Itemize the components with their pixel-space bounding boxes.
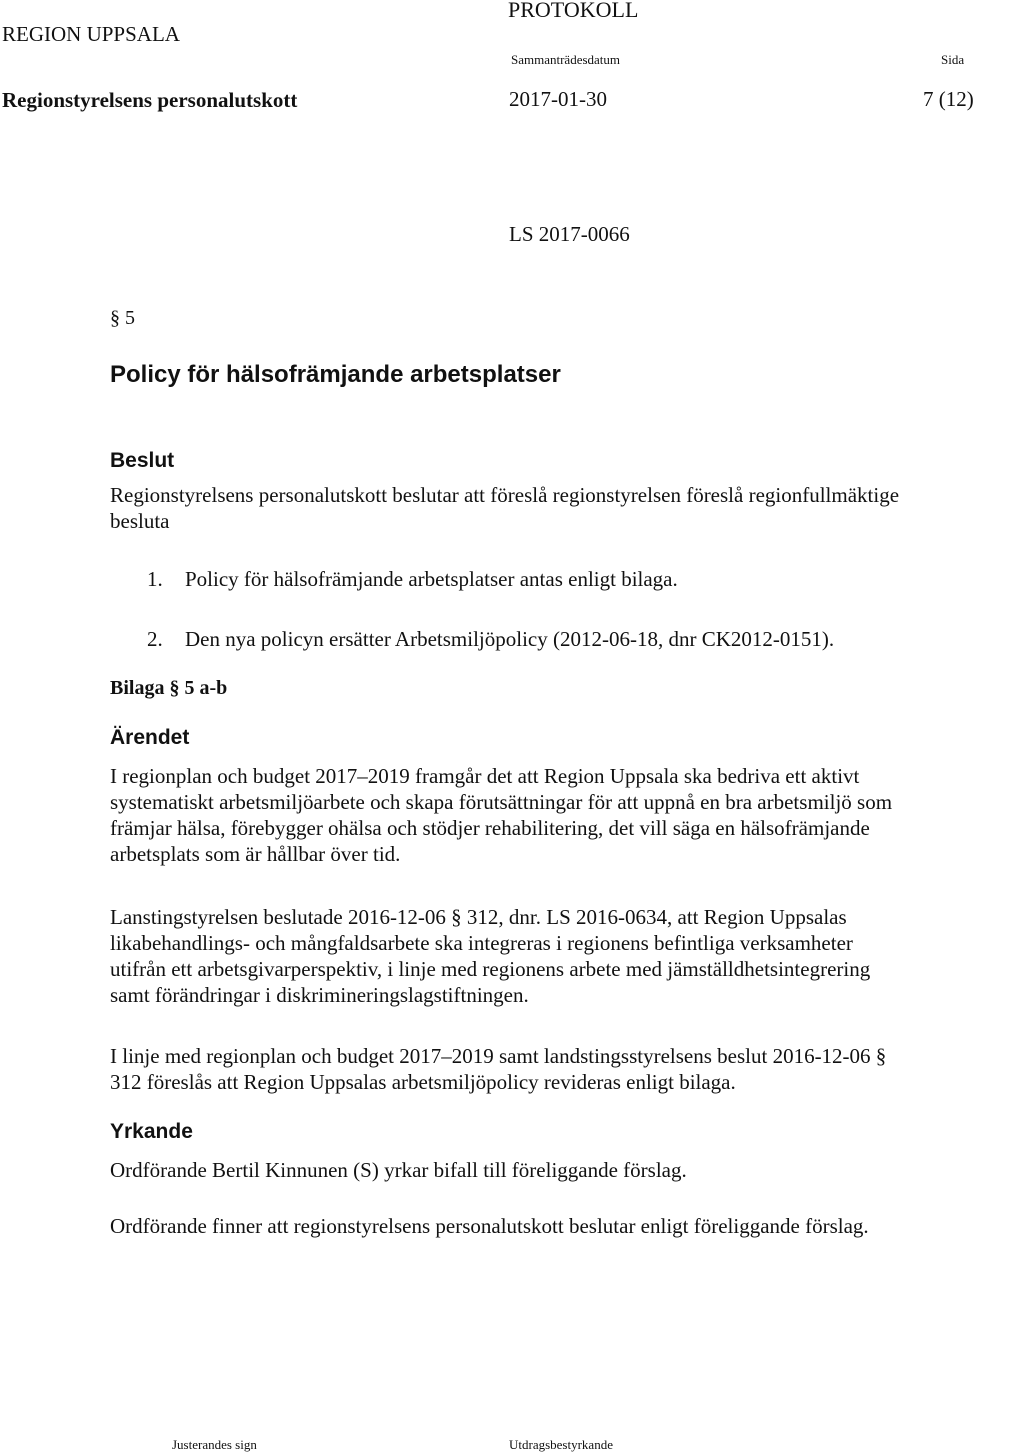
arendet-paragraph <box>110 904 1020 1008</box>
text-line: utifrån ett arbetsgivarperspektiv, i linje med regionens arbete med jämställdhetsintegrering <box>110 957 871 981</box>
list-item-number: 2. <box>147 627 163 651</box>
text-line: Lanstingstyrelsen beslutade 2016-12-06 § 312, dnr. LS 2016-0634, att Region Uppsalas <box>110 905 847 929</box>
organization-name: REGION UPPSALA <box>2 22 180 46</box>
utdragsbestyrkande-label: Utdragsbestyrkande <box>509 1437 613 1452</box>
committee-name: Regionstyrelsens personalutskott <box>2 88 298 112</box>
attachment-reference: Bilaga § 5 a-b <box>110 677 228 699</box>
yrkande-paragraph <box>110 1157 1020 1183</box>
meeting-date: 2017-01-30 <box>509 87 607 111</box>
text-line: besluta <box>110 509 170 533</box>
meeting-date-label: Sammanträdesdatum <box>511 52 621 67</box>
justerandes-sign-label: Justerandes sign <box>172 1437 257 1452</box>
text-line: Ordförande finner att regionstyrelsens personalutskott beslutar enligt föreliggande förslag. <box>110 1214 869 1238</box>
section-number: § 5 <box>110 307 135 329</box>
text-line: likabehandlings- och mångfaldsarbete ska integreras i regionens befintliga verksamheter <box>110 931 853 955</box>
text-line: arbetsplats som är hållbar över tid. <box>110 842 401 866</box>
case-number: LS 2017-0066 <box>509 222 630 246</box>
text-line: I linje med regionplan och budget 2017–2019 samt landstingsstyrelsens beslut 2016-12-06 § <box>110 1044 887 1068</box>
page-title: Policy för hälsofrämjande arbetsplatser <box>110 361 561 388</box>
text-line: främjar hälsa, förebygger ohälsa och stödjer rehabilitering, det vill säga en hälsofrämjande <box>110 816 870 840</box>
text-line: Regionstyrelsens personalutskott beslutar att föreslå regionstyrelsen föreslå regionfullmäktige <box>110 483 900 507</box>
arendet-paragraph <box>110 763 1020 867</box>
list-item-text: Den nya policyn ersätter Arbetsmiljöpolicy (2012-06-18, dnr CK2012-0151). <box>185 627 835 651</box>
beslut-heading: Beslut <box>110 449 175 472</box>
page-label: Sida <box>941 52 965 67</box>
beslut-intro <box>110 482 1020 534</box>
page-number: 7 (12) <box>923 87 974 111</box>
arendet-paragraph <box>110 1043 1020 1095</box>
arendet-heading: Ärendet <box>110 726 190 749</box>
text-line: systematiskt arbetsmiljöarbete och skapa förutsättningar för att uppnå en bra arbetsmiljö som <box>110 790 893 814</box>
yrkande-paragraph <box>110 1213 1020 1239</box>
document-type: PROTOKOLL <box>508 0 639 22</box>
yrkande-heading: Yrkande <box>110 1120 193 1143</box>
list-item-number: 1. <box>147 567 163 591</box>
text-line: samt förändringar i diskrimineringslagstiftningen. <box>110 983 529 1007</box>
text-line: 312 föreslås att Region Uppsalas arbetsmiljöpolicy revideras enligt bilaga. <box>110 1070 736 1094</box>
text-line: I regionplan och budget 2017–2019 framgår det att Region Uppsala ska bedriva ett aktivt <box>110 764 860 788</box>
text-line: Ordförande Bertil Kinnunen (S) yrkar bifall till föreliggande förslag. <box>110 1158 687 1182</box>
list-item-text: Policy för hälsofrämjande arbetsplatser antas enligt bilaga. <box>185 567 678 591</box>
